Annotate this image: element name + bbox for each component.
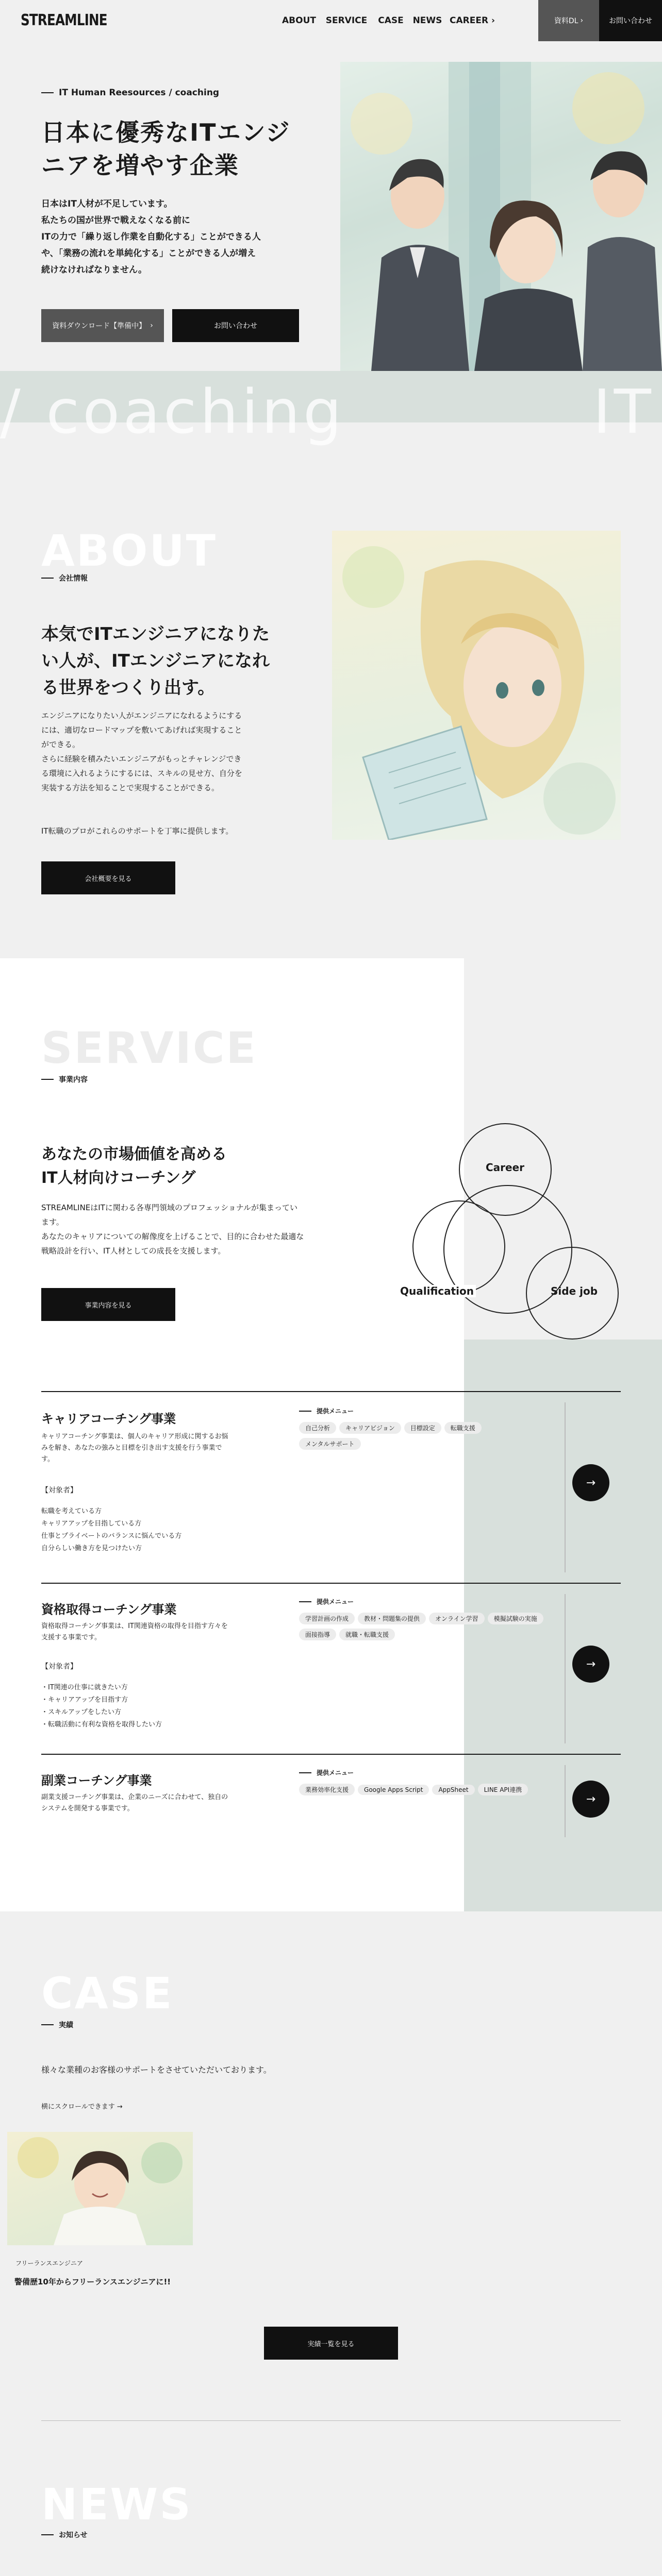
service-item-target-label: 【対象者】	[41, 1486, 77, 1495]
about-title: 本気でITエンジニアになりた い人が、ITエンジニアになれ る世界をつくり出す。	[41, 624, 270, 698]
menu-tag: 転職支援	[444, 1422, 482, 1434]
service-item-menu-label: 提供メニュー	[299, 1768, 354, 1777]
menu-tag: メンタルサポート	[299, 1438, 361, 1450]
hero-people-image	[340, 62, 662, 371]
service-item-title: 資格取得コーチング事業	[41, 1602, 177, 1617]
about-eyebrow: ABOUT	[41, 526, 217, 576]
service-item-menu-label: 提供メニュー	[299, 1406, 354, 1415]
case-list-button[interactable]: 実績一覧を見る	[264, 2327, 398, 2360]
service-item-targets: 転職を考えている方 キャリアアップを目指している方 仕事とプライベートのバランスに悩んでいる方 自分らしい働き方を見つけたい方	[41, 1507, 182, 1552]
menu-tag: 目標設定	[404, 1422, 441, 1434]
service-label: 事業内容	[41, 1074, 88, 1084]
venn-label-career: Career	[486, 1161, 525, 1174]
global-nav	[278, 0, 498, 41]
chevron-right-icon: ›	[150, 321, 153, 330]
service-item-vline	[565, 1594, 566, 1743]
service-item[interactable]	[41, 1755, 621, 1848]
menu-tag: オンライン学習	[429, 1613, 485, 1624]
service-item-targets: ・IT関連の仕事に就きたい方 ・キャリアアップを目指す方 ・スキルアップをしたい方 ・転職活動に有利な資格を取得したい方	[41, 1684, 162, 1728]
service-item-desc: キャリアコーチング事業は、個人のキャリア形成に関するお悩 みを解き、あなたの強みと目標を引き出す支援を行う事業で す。	[41, 1433, 228, 1463]
site-header	[0, 0, 662, 41]
header-download-label: 資料DL	[554, 17, 578, 25]
service-item-menu-label: 提供メニュー	[299, 1597, 354, 1606]
service-item-title: キャリアコーチング事業	[41, 1412, 176, 1426]
menu-tag: AppSheet	[432, 1785, 474, 1795]
menu-tag: 学習計画の作成	[299, 1613, 355, 1624]
header-download-button[interactable]	[538, 0, 599, 41]
header-contact-button[interactable]: お問い合わせ	[599, 0, 662, 41]
case-card[interactable]	[7, 2132, 193, 2297]
about-girl-image	[332, 531, 621, 840]
venn-label-sidejob: Side job	[551, 1285, 598, 1297]
about-body: エンジニアになりたい人がエンジニアになれるようにする には、適切なロードマップを敷いてあげれば実現すること ができる。 さらに経験を積みたいエンジニアがもっとチャレンジでき る環境に入れるようにするには、スキルの見せ方、自分を 実装する方法を知ることで実現することができる。	[41, 711, 242, 792]
nav-service[interactable]: SERVICE	[325, 15, 368, 26]
service-title: あなたの市場価値を高める IT人材向けコーチング	[41, 1145, 227, 1187]
about-note: IT転職のプロがこれらのサポートを丁寧に提供します。	[41, 826, 234, 836]
service-item-vline	[565, 1402, 566, 1572]
arrow-right-icon[interactable]: →	[572, 1646, 609, 1683]
menu-tag: 模擬試験の実施	[488, 1613, 543, 1624]
service-item-target-label: 【対象者】	[41, 1663, 77, 1671]
service-item-tags	[299, 1613, 547, 1645]
hero-marquee-text: / coaching	[0, 376, 345, 447]
site-logo[interactable]: STREAMLINE	[21, 11, 107, 29]
service-item-desc: 資格取得コーチング事業は、IT関連資格の取得を目指す方々を 支援する事業です。	[41, 1622, 228, 1641]
chevron-right-icon: ›	[491, 15, 495, 26]
venn-label-qualification: Qualification	[398, 1285, 476, 1297]
hero-download-button[interactable]: 資料ダウンロード【準備中】 ›	[41, 309, 164, 342]
menu-tag: 自己分析	[299, 1422, 336, 1434]
nav-about[interactable]: ABOUT	[282, 15, 316, 26]
menu-tag: 面接指導	[299, 1629, 336, 1640]
case-eyebrow: CASE	[41, 1968, 174, 2019]
case-card-category: フリーランスエンジニア	[15, 2260, 83, 2267]
service-item-tags	[299, 1422, 541, 1454]
arrow-right-icon[interactable]: →	[572, 1464, 609, 1501]
service-body: STREAMLINEはITに関わる各専門領域のプロフェッショナルが集まってい ます。 あなたのキャリアについての解像度を上げることで、目的に合わせた最適な 戦略設計を行い、IT人材としての成長を支援します。	[41, 1203, 304, 1256]
chevron-right-icon: ›	[580, 16, 584, 25]
nav-news[interactable]: NEWS	[412, 15, 442, 26]
hero-title: 日本に優秀なITエンジ ニアを増やす企業	[41, 118, 291, 179]
hero-marquee-text-right: IT	[593, 376, 654, 447]
hero-illustration	[340, 62, 662, 371]
menu-tag: 教材・問題集の提供	[358, 1613, 426, 1624]
menu-tag: 業務効率化支援	[299, 1784, 355, 1795]
service-button[interactable]: 事業内容を見る	[41, 1288, 175, 1321]
nav-career-label: CAREER	[450, 15, 489, 26]
case-scroll-hint: 横にスクロールできます →	[41, 2103, 123, 2111]
nav-career[interactable]	[446, 15, 498, 26]
menu-tag: 就職・転職支援	[339, 1629, 395, 1640]
case-label: 実績	[41, 2020, 73, 2030]
news-eyebrow: NEWS	[41, 2479, 192, 2530]
service-eyebrow: SERVICE	[41, 1023, 257, 1073]
nav-case[interactable]: CASE	[378, 15, 404, 26]
service-item-desc: 副業支援コーチング事業は、企業のニーズに合わせて、独自の システムを開発する事業です。	[41, 1793, 228, 1812]
about-label: 会社情報	[41, 573, 88, 583]
case-card-illustration	[7, 2132, 193, 2245]
service-item-title: 副業コーチング事業	[41, 1773, 152, 1788]
venn-diagram	[387, 1123, 634, 1350]
service-item[interactable]	[41, 1584, 621, 1754]
hero-lead: 日本はIT人材が不足しています。 私たちの国が世界で戦えなくなる前に ITの力で「繰り返し作業を自動化する」ことができる人 や、「業務の流れを単純化する」ことができる人が増え 続けなければなりません。	[41, 199, 261, 275]
service-item-vline	[565, 1765, 566, 1837]
arrow-right-icon[interactable]: →	[572, 1781, 609, 1818]
menu-tag: キャリアビジョン	[339, 1422, 401, 1434]
case-card-title: 警備歴10年からフリーランスエンジニアに!!	[14, 2277, 171, 2286]
case-intro: 様々な業種のお客様のサポートをさせていただいております。	[41, 2065, 272, 2075]
hero-contact-button[interactable]: お問い合わせ	[172, 309, 299, 342]
service-item[interactable]	[41, 1392, 621, 1583]
menu-tag: LINE API連携	[478, 1784, 528, 1795]
about-button[interactable]: 会社概要を見る	[41, 861, 175, 894]
hero-label: IT Human Reesources / coaching	[41, 88, 219, 98]
service-item-tags	[299, 1784, 547, 1800]
about-illustration	[332, 531, 621, 840]
menu-tag: Google Apps Script	[358, 1785, 429, 1795]
case-card-image	[7, 2132, 193, 2245]
case-divider	[41, 2420, 621, 2421]
news-label: お知らせ	[41, 2530, 88, 2540]
